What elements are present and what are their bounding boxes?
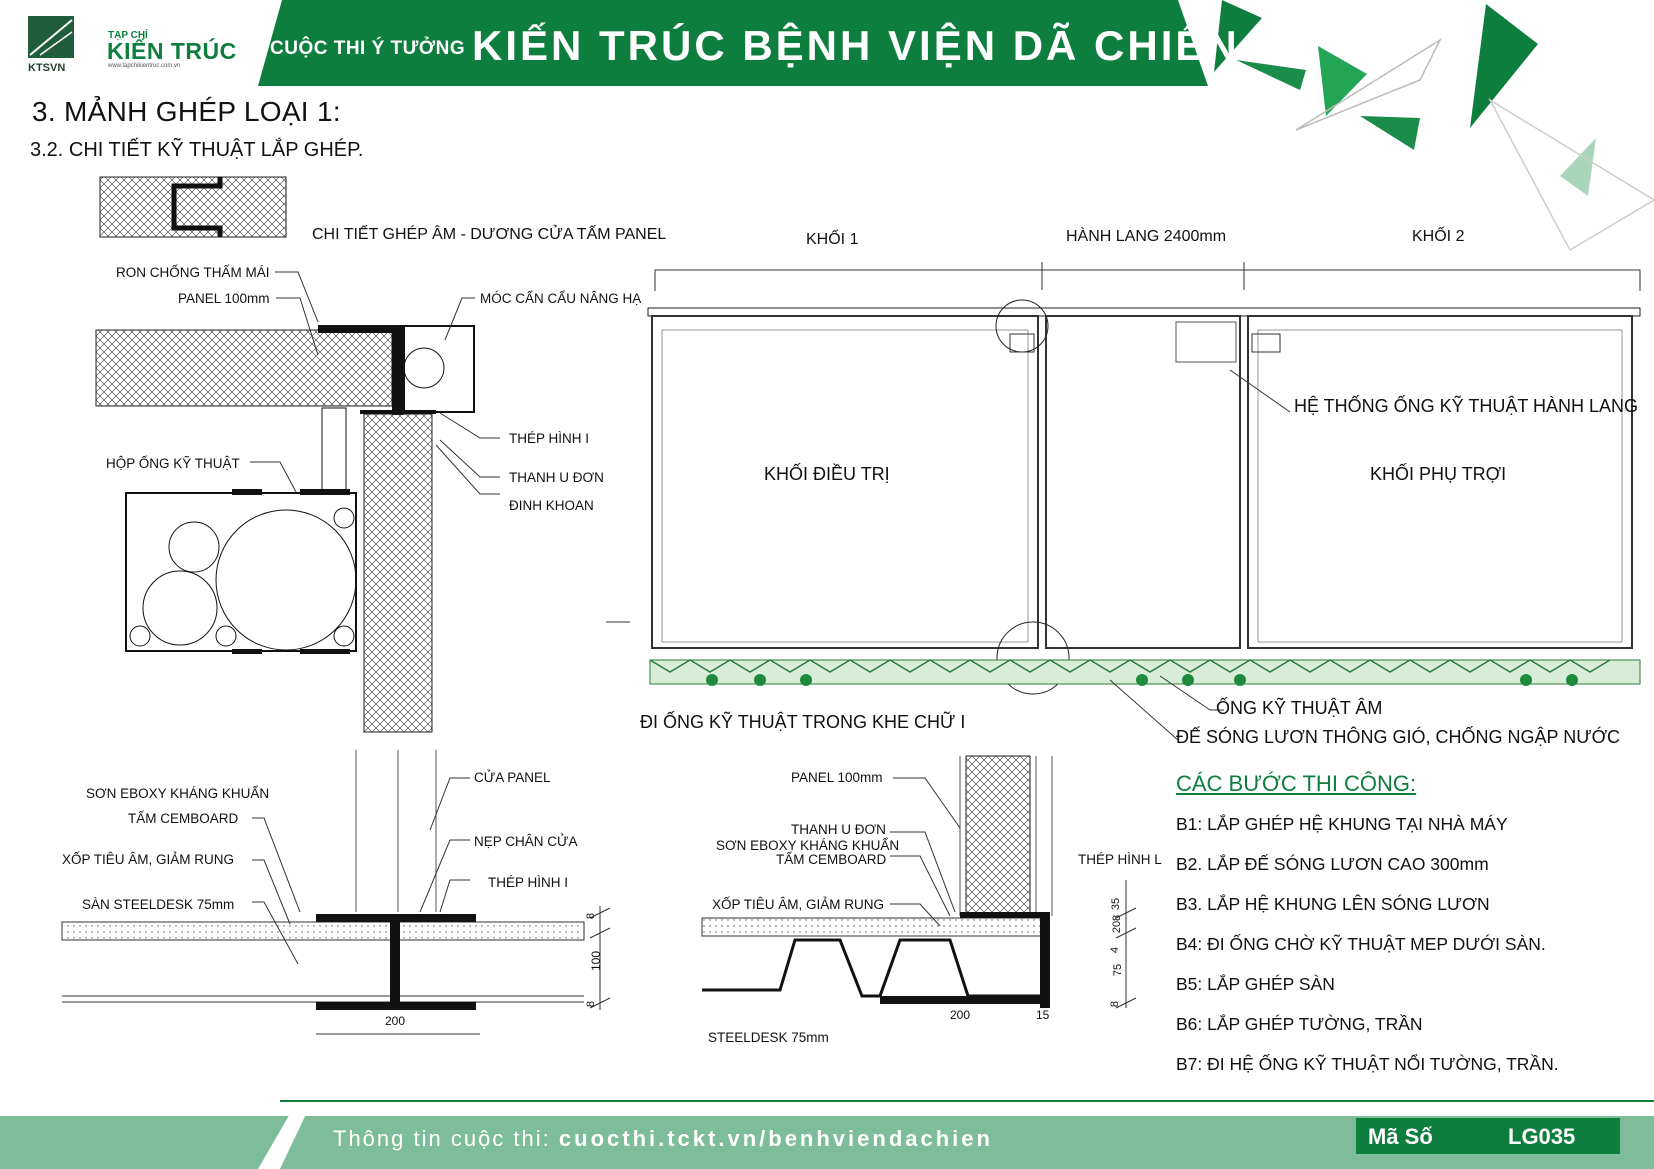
label-steeldesk: STEELDESK 75mm xyxy=(708,1030,829,1045)
magazine-name: KIẾN TRÚC xyxy=(107,38,237,64)
decorative-triangles xyxy=(1214,0,1654,250)
label-son-right: SƠN EBOXY KHÁNG KHUẨN xyxy=(716,838,900,853)
label-xop-left: XỐP TIÊU ÂM, GIẢM RUNG xyxy=(62,852,235,867)
step-item: B2. LẮP ĐẾ SÓNG LƯƠN CAO 300mm xyxy=(1176,854,1489,874)
label-tam-left: TẤM CEMBOARD xyxy=(128,811,239,826)
code-value: LG035 xyxy=(1508,1124,1576,1149)
label-hop-ong: HỘP ỐNG KỸ THUẬT xyxy=(106,456,240,471)
section-subheading: 3.2. CHI TIẾT KỸ THUẬT LẮP GHÉP. xyxy=(30,139,364,161)
dim-left-3: 8 xyxy=(585,1000,598,1008)
label-khoi-phu-troi: KHỐI PHỤ TRỢI xyxy=(1370,464,1507,484)
label-khoi2: KHỐI 2 xyxy=(1412,228,1465,245)
dim-right-4: 208 xyxy=(1111,914,1124,934)
dim-right-7: 15 xyxy=(1036,1008,1050,1022)
label-thep-l: THÉP HÌNH L xyxy=(1078,852,1162,867)
label-thep-i-left: THÉP HÌNH I xyxy=(488,875,569,890)
label-nep: NẸP CHÂN CỬA xyxy=(474,834,578,849)
step-item: B1: LẮP GHÉP HỆ KHUNG TẠI NHÀ MÁY xyxy=(1176,814,1508,834)
competition-label: CUỘC THI Ý TƯỞNG xyxy=(270,38,466,59)
footer-info xyxy=(333,1126,993,1152)
step-item: B3. LẮP HỆ KHUNG LÊN SÓNG LƯƠN xyxy=(1176,894,1490,914)
label-dinh-khoan: ĐINH KHOAN xyxy=(509,498,594,513)
label-moc: MÓC CẨN CẨU NÂNG HẠ xyxy=(480,291,642,306)
label-di-ong: ĐI ỐNG KỸ THUẬT TRONG KHE CHỮ I xyxy=(640,712,966,732)
section-view xyxy=(606,262,1640,740)
joint-caption: CHI TIẾT GHÉP ÂM - DƯƠNG CỬA TẤM PANEL xyxy=(312,226,667,243)
floor-detail-right xyxy=(702,756,1136,1008)
label-ron: RON CHỐNG THẤM MÁI xyxy=(116,265,270,280)
steps-title: CÁC BƯỚC THI CÔNG: xyxy=(1176,771,1417,796)
label-tam-right: TẤM CEMBOARD xyxy=(776,852,887,867)
label-son-left: SƠN EBOXY KHÁNG KHUẨN xyxy=(86,786,270,801)
dim-right-2: 75 xyxy=(1112,963,1125,977)
label-xop-right: XỐP TIÊU ÂM, GIẢM RUNG xyxy=(712,897,885,912)
dim-right-3: 4 xyxy=(1109,946,1122,954)
step-item: B5: LẮP GHÉP SÀN xyxy=(1176,974,1335,994)
section-heading: 3. MẢNH GHÉP LOẠI 1: xyxy=(32,96,341,127)
magazine-url: www.tapchikientruc.com.vn xyxy=(108,63,181,69)
step-item: B7: ĐI HỆ ỐNG KỸ THUẬT NỔI TƯỜNG, TRẦN. xyxy=(1176,1054,1559,1074)
dim-left-1: 8 xyxy=(585,912,598,920)
label-ong-am: ỐNG KỸ THUẬT ÂM xyxy=(1216,698,1383,718)
code-label: Mã Số xyxy=(1368,1124,1433,1149)
step-item: B4: ĐI ỐNG CHỜ KỸ THUẬT MEP DƯỚI SÀN. xyxy=(1176,934,1546,954)
org-name: KTSVN xyxy=(28,62,66,74)
step-item: B6: LẮP GHÉP TƯỜNG, TRẦN xyxy=(1176,1014,1423,1034)
ktsvn-logo xyxy=(28,16,74,58)
label-panel: PANEL 100mm xyxy=(178,291,270,306)
panel-column-detail xyxy=(96,272,500,732)
dim-left-4: 200 xyxy=(385,1014,406,1028)
label-thep-i: THÉP HÌNH I xyxy=(509,431,590,446)
tongue-groove-joint-detail xyxy=(100,177,286,237)
label-thanh-u: THANH U ĐƠN xyxy=(509,470,604,485)
footer-line xyxy=(280,1100,1654,1102)
dim-right-1: 8 xyxy=(1109,1000,1122,1008)
label-panel-right: PANEL 100mm xyxy=(791,770,883,785)
label-hanh-lang: HÀNH LANG 2400mm xyxy=(1066,228,1227,245)
footer-info-url[interactable]: cuocthi.tckt.vn/benhviendachien xyxy=(558,1126,993,1151)
label-he-thong-ong: HỆ THỐNG ỐNG KỸ THUẬT HÀNH LANG xyxy=(1294,396,1639,416)
page-title: KIẾN TRÚC BỆNH VIỆN DÃ CHIẾN xyxy=(472,22,1240,69)
dim-right-6: 200 xyxy=(950,1008,971,1022)
label-cua: CỬA PANEL xyxy=(474,770,551,785)
label-san-left: SÀN STEELDESK 75mm xyxy=(82,897,235,912)
dim-right-5: 35 xyxy=(1110,897,1123,911)
footer-info-label: Thông tin cuộc thi: xyxy=(333,1126,559,1151)
label-thanh-u-right: THANH U ĐƠN xyxy=(791,822,886,837)
label-khoi1: KHỐI 1 xyxy=(806,231,859,248)
label-de-song: ĐẾ SÓNG LƯƠN THÔNG GIÓ, CHỐNG NGẬP NƯỚC xyxy=(1176,727,1620,747)
magazine-small: TẠP CHÍ xyxy=(108,30,148,41)
dim-left-2: 100 xyxy=(589,950,604,972)
label-khoi-dieu-tri: KHỐI ĐIỀU TRỊ xyxy=(764,464,890,484)
